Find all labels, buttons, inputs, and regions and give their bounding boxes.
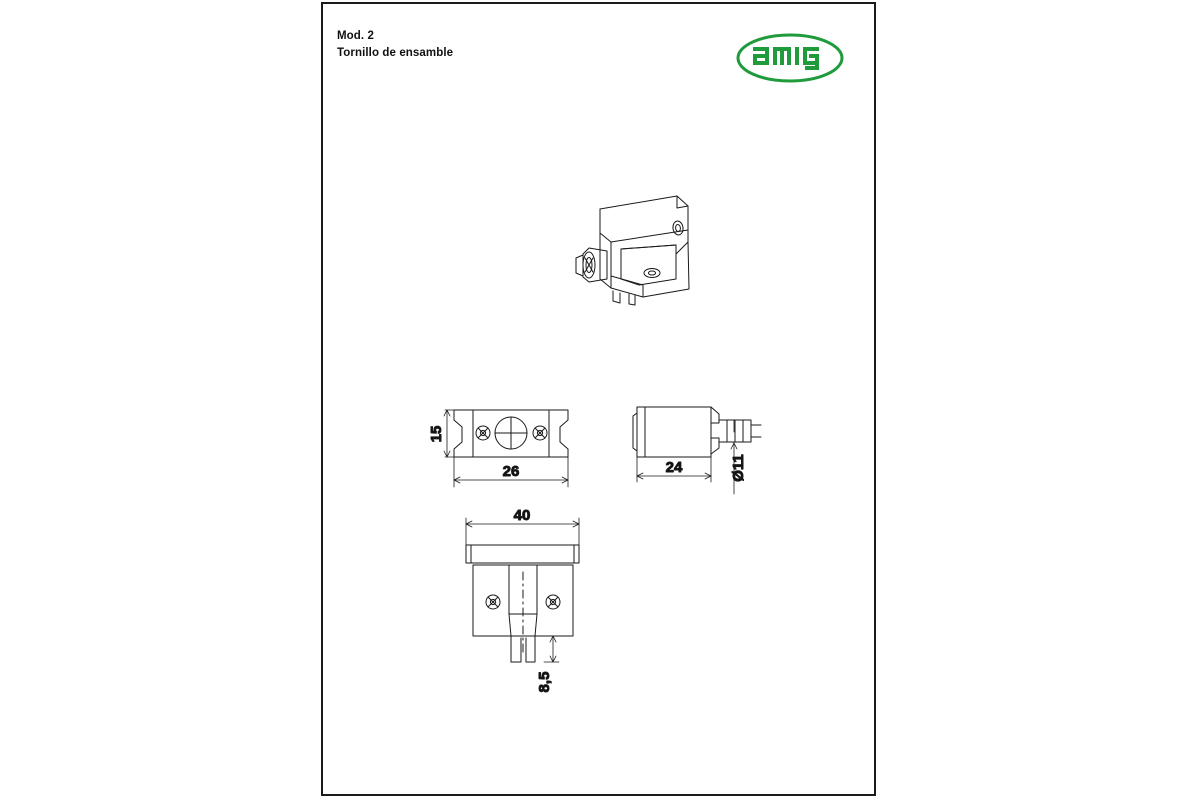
dimension-top-width-text: 40 <box>513 507 531 524</box>
dimension-front-height-text: 15 <box>428 425 445 443</box>
front-view <box>454 410 568 457</box>
dimension-top-depth <box>544 636 559 662</box>
isometric-view <box>576 196 689 305</box>
dimension-top-depth-text: 8,5 <box>536 671 553 693</box>
dimension-side-diameter-text: Ø11 <box>730 454 747 482</box>
dimension-side-width-text: 24 <box>665 459 683 476</box>
technical-drawing <box>321 2 876 796</box>
side-view <box>633 407 761 457</box>
dimension-front-height <box>444 410 454 457</box>
part-name-label: Tornillo de ensamble <box>337 46 454 59</box>
top-view <box>466 545 579 662</box>
model-label: Mod. 2 <box>337 30 375 42</box>
dimension-front-width-text: 26 <box>502 463 520 480</box>
